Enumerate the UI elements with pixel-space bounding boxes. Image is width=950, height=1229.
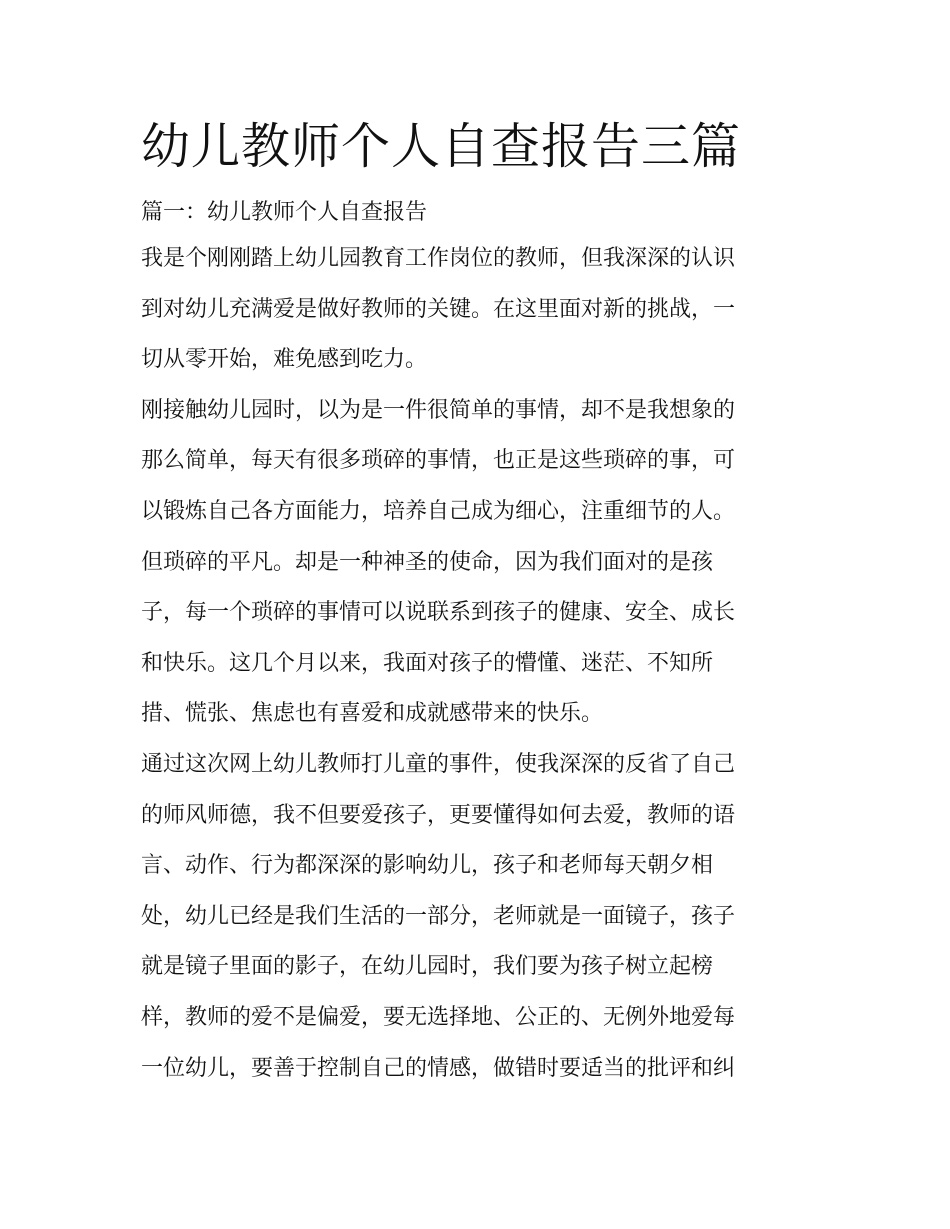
paragraph-line: 那么简单，每天有很多琐碎的事情，也正是这些琐碎的事，可 (141, 448, 736, 474)
paragraph-line: 到对幼儿充满爱是做好教师的关键。在这里面对新的挑战，一 (141, 296, 736, 322)
paragraph-line: 处，幼儿已经是我们生活的一部分，老师就是一面镜子，孩子 (141, 903, 736, 929)
paragraph-line: 一位幼儿，要善于控制自己的情感，做错时要适当的批评和纠 (141, 1055, 736, 1081)
paragraph-3 (141, 740, 813, 1094)
paragraph-line: 和快乐。这几个月以来，我面对孩子的懵懂、迷茫、不知所 (141, 650, 714, 676)
paragraph-line: 通过这次网上幼儿教师打儿童的事件，使我深深的反省了自己 (141, 751, 736, 777)
paragraph-line: 以锻炼自己各方面能力，培养自己成为细心，注重细节的人。 (141, 498, 736, 524)
document-title: 幼儿教师个人自查报告三篇 (141, 118, 742, 175)
paragraph-line: 言、动作、行为都深深的影响幼儿，孩子和老师每天朝夕相 (141, 853, 714, 879)
paragraph-line: 样，教师的爱不是偏爱，要无选择地、公正的、无例外地爱每 (141, 1004, 736, 1030)
paragraph-line: 措、慌张、焦虑也有喜爱和成就感带来的快乐。 (141, 701, 604, 727)
paragraph-line: 的师风师德，我不但要爱孩子，更要懂得如何去爱，教师的语 (141, 802, 736, 828)
paragraph-line: 切从零开始，难免感到吃力。 (141, 347, 428, 373)
document-page (141, 112, 813, 1094)
paragraph-1 (141, 234, 813, 386)
section-heading: 篇一：幼儿教师个人自查报告 (141, 200, 428, 225)
paragraph-line: 但琐碎的平凡。却是一种神圣的使命，因为我们面对的是孩 (141, 549, 714, 575)
paragraph-2 (141, 386, 813, 740)
paragraph-line: 就是镜子里面的影子，在幼儿园时，我们要为孩子树立起榜 (141, 954, 714, 980)
paragraph-line: 刚接触幼儿园时，以为是一件很简单的事情，却不是我想象的 (141, 397, 736, 423)
paragraph-line: 子，每一个琐碎的事情可以说联系到孩子的健康、安全、成长 (141, 600, 736, 626)
paragraph-line: 我是个刚刚踏上幼儿园教育工作岗位的教师，但我深深的认识 (141, 246, 736, 271)
